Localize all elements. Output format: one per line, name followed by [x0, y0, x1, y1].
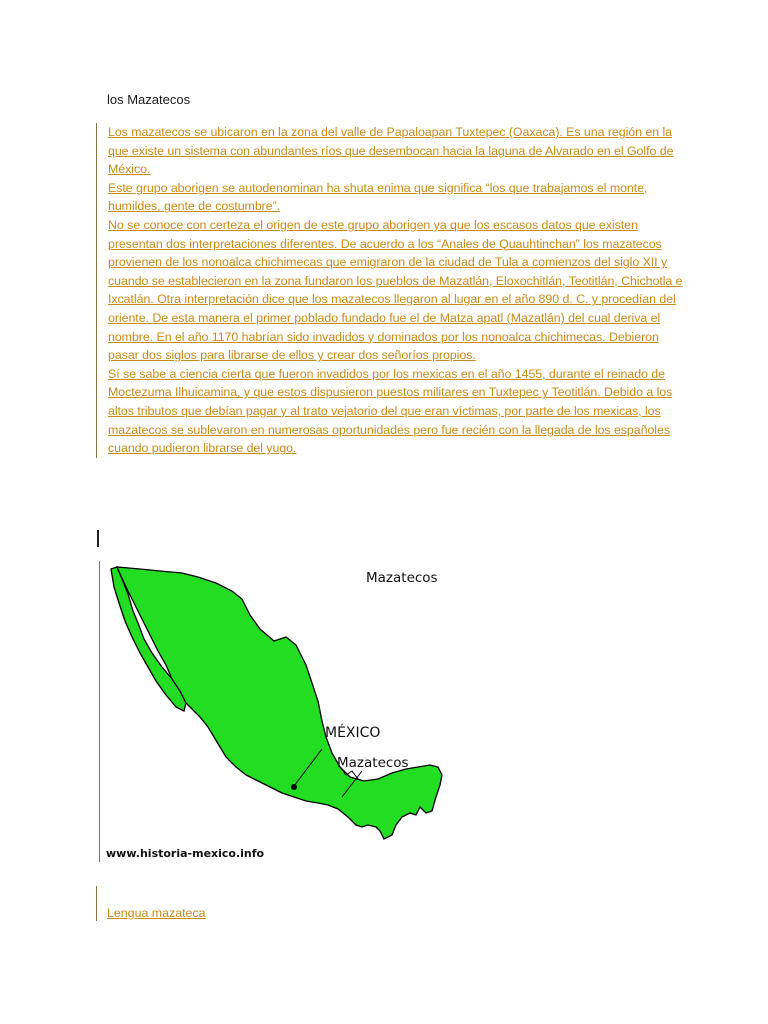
mexico-map-svg	[100, 561, 477, 862]
country-label: MÉXICO	[325, 725, 381, 741]
related-link-block	[96, 886, 206, 921]
page-title: los Mazatecos	[107, 92, 191, 107]
location-dot	[291, 784, 297, 790]
article-body	[96, 123, 683, 458]
lengua-mazateca-link[interactable]: Lengua mazateca	[107, 906, 206, 920]
map-credit: www.historia-mexico.info	[106, 847, 265, 860]
map-title: Mazatecos	[366, 570, 438, 586]
mainland-mexico-shape	[117, 567, 442, 839]
paragraph-name-meaning[interactable]: Este grupo aborigen se autodenominan ha shuta enima que significa “los que trabajamos el monte, humildes, gente de costumbre”.	[108, 180, 648, 214]
paragraph-origin[interactable]: No se conoce con certeza el origen de este grupo aborigen ya que los escasos datos que existen presentan dos interpretaciones diferentes. De acuerdo a los “Anales de Quauhtinchan” los mazatecos provienen de los nonoalca chichimecas que emigraron de la ciudad de Tula a comienzos del siglo XII y cuando se establecieron en la zona fundaron los pueblos de Mazatlán, Eloxochitlán, Teotitlán, Chichotla e Ixcatlán. Otra interpretación dice que los mazatecos llegaron al lugar en el año 890 d. C. y procedían del oriente. De esta manera el primer poblado fundado fue el de Matza apatl (Mazatlán) del cual deriva el nombre. En el año 1170 habrían sido invadidos y dominados por los nonoalca chichimecas. Debieron pasar dos siglos para librarse de ellos y crear dos señoríos propios.	[108, 217, 683, 363]
text-cursor-marker	[97, 530, 99, 547]
region-label: Mazatecos	[337, 755, 409, 771]
mexico-map-image	[99, 561, 477, 862]
paragraph-history[interactable]: Sí se sabe a ciencia cierta que fueron invadidos por los mexicas en el año 1455, durante el reinado de Moctezuma Ilhuicamina, y que estos dispusieron puestos militares en Tuxtepec y Teotitlán. Debido a los altos tributos que debían pagar y al trato vejatorio del que eran víctimas, por parte de los mexicas, los mazatecos se sublevaron en numerosas oportunidades pero fue recién con la llegada de los españoles cuando pudieron librarse del yugo.	[108, 366, 673, 456]
paragraph-location[interactable]: Los mazatecos se ubicaron en la zona del valle de Papaloapan Tuxtepec (Oaxaca). Es una región en la que existe un sistema con abundantes ríos que desembocan hacia la laguna de Alvarado en el Golfo de México.	[108, 125, 674, 177]
